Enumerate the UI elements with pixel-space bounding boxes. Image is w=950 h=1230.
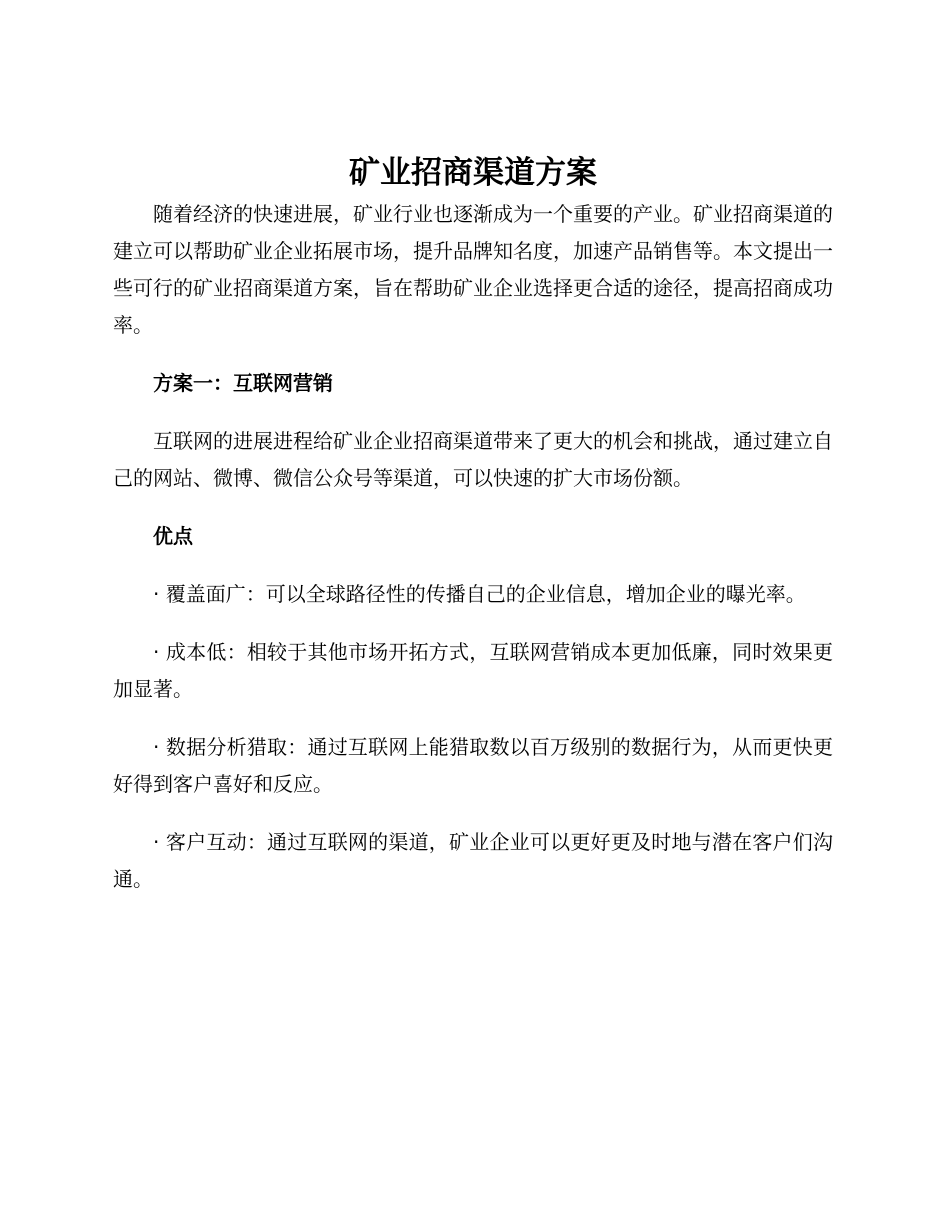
section-heading-internet-marketing: 方案一：互联网营销	[153, 371, 333, 395]
advantage-item-coverage: · 覆盖面广：可以全球路径性的传播自己的企业信息，增加企业的曝光率。	[153, 582, 806, 606]
intro-paragraph: 随着经济的快速进展，矿业行业也逐渐成为一个重要的产业。矿业招商渠道的建立可以帮助矿业企业拓展市场，提升品牌知名度，加速产品销售等。本文提出一些可行的矿业招商渠道方案，旨在帮助矿业企业选择更合适的途径，提高招商成功率。	[113, 202, 833, 337]
advantage-item-data-analysis: · 数据分析猎取：通过互联网上能猎取数以百万级别的数据行为，从而更快更好得到客户喜好和反应。	[113, 735, 833, 796]
section-body-paragraph: 互联网的进展进程给矿业企业招商渠道带来了更大的机会和挑战，通过建立自己的网站、微博、微信公众号等渠道，可以快速的扩大市场份额。	[113, 429, 833, 490]
advantages-heading: 优点	[153, 524, 193, 548]
advantage-item-low-cost: · 成本低：相较于其他市场开拓方式，互联网营销成本更加低廉，同时效果更加显著。	[113, 640, 833, 701]
document-page	[113, 150, 833, 898]
advantage-item-customer-interaction: · 客户互动：通过互联网的渠道，矿业企业可以更好更及时地与潜在客户们沟通。	[113, 830, 833, 891]
document-title: 矿业招商渠道方案	[349, 155, 597, 191]
